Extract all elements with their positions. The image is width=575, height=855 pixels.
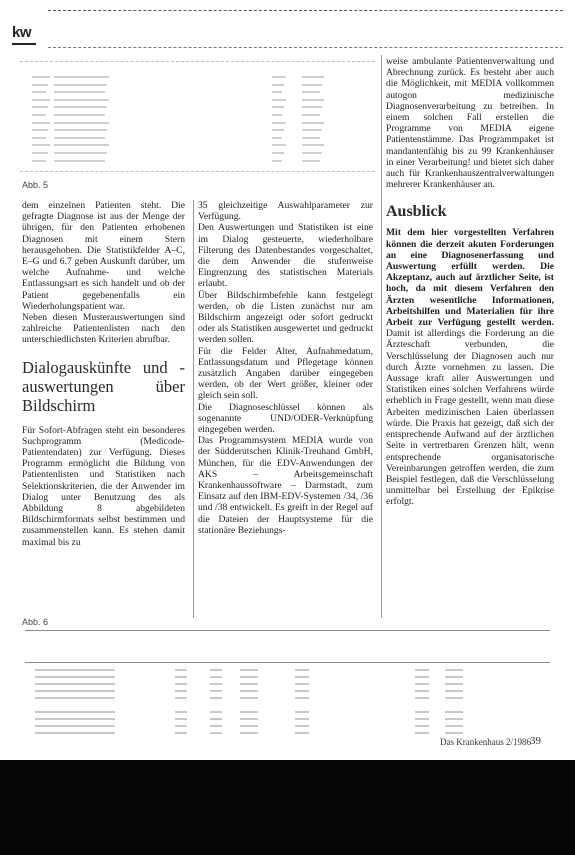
table-row [25,710,550,716]
paragraph: Für die Felder Alter, Aufnahmedatum, Entlassungsdatum und Pflegetage können zusätzlich Angaben darüber eingegeben werden, ob der Wert größer, kleiner oder gleich sein soll. [198,345,373,402]
printout-cell [272,91,282,93]
table-cell [415,683,429,685]
table-cell [445,683,463,685]
printout-cell [32,99,50,101]
table-cell [240,669,258,671]
logo-underline [12,43,36,45]
printout-cell [54,114,105,116]
table-cell [210,690,222,692]
printout-cell [272,84,284,86]
table-cell [240,697,258,699]
paragraph: Neben diesen Musterauswertungen sind zahlreiche Patientenlisten nach den unterschiedlichsten Kriterien abrufbar. [22,312,185,346]
printout-row [20,114,375,122]
printout-row [20,160,375,168]
printout-cell [54,137,105,139]
table-cell [415,718,429,720]
printout-cell [54,106,107,108]
table-cell [295,669,309,671]
table-cell [415,711,429,713]
paragraph: Für Sofort-Abfragen steht ein besonderes Suchprogramm (Medicode-Patientendaten) zur Verfügung. Dieses Programm ermöglicht die Bildung von Patientenlisten und Statistiken nach Selektionskriterien, die der Anwender im Dialog unter Benutzung des als Abbildung 8 abgebildeten Bildschirmformats selbst bestimmen und zusammenstellen kann. Es stehen damit maximal bis zu [22,424,185,548]
text-column-2 [198,200,373,536]
table-cell [240,725,258,727]
printout-cell [302,122,324,124]
table-cell [295,697,309,699]
table-cell [35,697,115,699]
printout-cell [302,84,322,86]
figure-5-printout [20,55,375,175]
column-divider [193,200,194,618]
table-row [25,668,550,674]
table-cell [240,690,258,692]
printout-cell [54,144,109,146]
printout-cell [302,76,324,78]
paragraph: Über Bildschirmbefehle kann festgelegt werden, ob die Listen zunächst nur am Bildschirm angezeigt oder sofort gedruckt oder als Statistiken ausgewertet und gedruckt werden sollen. [198,289,373,346]
table-cell [240,683,258,685]
table-cell [240,718,258,720]
printout-cell [54,160,105,162]
table-cell [35,669,115,671]
printout-row [20,106,375,114]
printout-cell [302,99,324,101]
table-cell [445,732,463,734]
table-cell [175,725,187,727]
table-cell [210,676,222,678]
table-row [25,675,550,681]
printout-cell [32,84,48,86]
table-row [25,717,550,723]
table-cell [295,690,309,692]
printout-cell [272,106,284,108]
printout-cell [54,99,109,101]
printout-cell [272,76,286,78]
printout-cell [272,152,284,154]
printout-row [20,137,375,145]
section-heading: Dialogauskünfte und -auswertungen über Bildschirm [22,357,185,415]
printout-cell [272,122,286,124]
table-cell [35,690,115,692]
table-cell [35,732,115,734]
journal-logo: kw [12,24,32,41]
printout-cell [32,129,48,131]
printout-cell [32,122,50,124]
printout-cell [32,114,46,116]
table-cell [35,725,115,727]
printout-cell [302,91,320,93]
bold-text: Mit dem hier vorgestellten Verfahren können die derzeit akuten Forderungen an eine Diagnosenerfassung und Auswertung erfüllt werden. Die Akzeptanz, auch auf ärztlicher Seite, ist hoch, da mit diesem Verfahren den Ärzten wesentliche Informationen, Arbeitshilfen und Materialien für ihre Arbeit zur Verfügung gestellt werden. [386,227,554,329]
table-cell [445,697,463,699]
printout-cell [302,114,320,116]
header-rule-bottom [48,47,563,48]
printout-cell [272,137,282,139]
table-cell [445,690,463,692]
printout-cell [302,129,322,131]
printout-cell [54,122,109,124]
table-cell [175,690,187,692]
printout-cell [32,144,50,146]
paragraph: Das Programmsystem MEDIA wurde von der Südderutschen Klinik-Treuhand GmbH, München, für die EDV-Anwendungen der AKS – Arbeitsgemeinschaft Krankenhaussoftware – Darmstadt, zum Einsatz auf den IBM-EDV-Systemen /34, /36 und /38 entwickelt. Es greift in der Regel auf die Dateien der Hauptsysteme für die stationäre Beziehungs- [198,435,373,536]
table-cell [445,711,463,713]
table-row [25,724,550,730]
table-cell [175,697,187,699]
table-row [25,696,550,702]
table-cell [210,718,222,720]
printout-cell [272,99,286,101]
printout-cell [272,144,286,146]
table-cell [240,676,258,678]
table-cell [35,718,115,720]
printout-cell [302,144,324,146]
figure-5-label: Abb. 5 [22,180,49,190]
paragraph: Die Diagnoseschlüssel können als sogenannte UND/ODER-Verknüpfung eingegeben werden. [198,401,373,436]
table-cell [295,676,309,678]
table-cell [415,732,429,734]
table-cell [210,732,222,734]
printout-cell [54,152,107,154]
table-cell [445,718,463,720]
printout-cell [54,84,107,86]
table-cell [35,676,115,678]
table-cell [415,697,429,699]
section-heading: Ausblick [386,203,447,221]
table-cell [445,676,463,678]
table-cell [210,683,222,685]
table-cell [35,683,115,685]
printout-cell [302,106,322,108]
printout-cell [32,160,46,162]
table-cell [295,725,309,727]
footer-source: Das Krankenhaus 2/1986 [440,737,531,747]
printout-row [20,91,375,99]
printout-cell [32,76,50,78]
table-cell [175,718,187,720]
printout-cell [32,106,48,108]
printout-cell [54,129,107,131]
table-cell [295,711,309,713]
body-text: Damit ist allerdings die Forderung an die Ärzteschaft verbunden, die Verschlüsselung der Diagnosen auch nur durch Ärzte vornehmen zu lassen. Die Aussage kraft aller Auswertungen und Statistiken eines solchen Verfahrens würde erheblich in Frage gestellt, wenn man diese Arbeiten medizinischen Laien überlassen würde. Die Praxis hat gezeigt, daß sich der entsprechende Aufwand auf der ärztlichen Seite in vertretbaren Grenzen hält, wenn entsprechende organisatorische Vereinbarungen getroffen werden, die zum Beispiel festlegen, daß die Verschlüsselung unmittelbar bei Erstellung der Epikrise erfolgt. [386,328,554,508]
table-cell [295,718,309,720]
table-cell [240,711,258,713]
printout-row [20,152,375,160]
printout-row [20,84,375,92]
printout-cell [302,137,320,139]
printout-row [20,122,375,130]
table-cell [210,725,222,727]
printout-row [20,76,375,84]
printout-cell [302,152,322,154]
printout-cell [272,129,284,131]
paragraph: dem einzelnen Patienten steht. Die gefragte Diagnose ist aus der Menge der übrigen, für den Patienten erhobenen Diagnosen mit einem Stern herausgehoben. Die Statistikfelder A–C, E–G und 6.7 geben Auskunft darüber, um welche Aufnahme- und welche Entlassungsart es sich handelt und ob der Patient gegebenenfalls ein Wiederholungspatient war. [22,200,185,312]
printout-row [20,129,375,137]
table-cell [210,697,222,699]
page-number: 39 [530,735,541,747]
printout-cell [272,160,282,162]
table-cell [175,676,187,678]
figure-6-table [25,628,550,736]
table-cell [415,690,429,692]
table-cell [295,683,309,685]
table-cell [210,711,222,713]
black-bottom-band [0,760,575,855]
printout-cell [54,91,105,93]
table-cell [175,711,187,713]
table-cell [295,732,309,734]
printout-row [20,99,375,107]
printout-rows [20,76,375,167]
printout-rule [20,61,375,62]
paragraph [386,227,554,507]
figure-6-label: Abb. 6 [22,617,49,627]
table-cell [415,676,429,678]
printout-cell [302,160,320,162]
table-cell [175,683,187,685]
table-cell [445,725,463,727]
paragraph: weise ambulante Patientenverwaltung und Abrechnung zurück. Es besteht aber auch die Möglichkeit, mit MEDIA vollkommen autogon medizinische Diagnosenverarbeitung zu betreiben. In einem solchen Fall erstellen die Programme von MEDIA eigene Patientenstämme. Das Programmpaket ist mandantenfähig bis zu 99 Krankenhäuser in einer Verarbeitung! und bietet sich daher auch für Krankenhauszentralverwaltungen mehrerer Krankenhäuser an. [386,56,554,191]
text-column-1 [22,200,185,548]
table-cell [210,669,222,671]
paragraph: 35 gleichzeitige Auswahlparameter zur Verfügung. [198,200,373,223]
printout-cell [32,152,48,154]
table-rule [25,630,550,631]
table-cell [445,669,463,671]
table-cell [415,669,429,671]
table-cell [175,669,187,671]
column-divider [381,55,382,618]
table-row [25,689,550,695]
text-column-3 [386,56,554,508]
paragraph: Den Auswertungen und Statistiken ist eine im Dialog gesteuerte, wiederholbare Filterung des Datenbestandes vorgeschaltet, die dem Anwender die stufenweise Eingrenzung des statistischen Materials erlaubt. [198,222,373,290]
printout-cell [32,91,46,93]
table-row [25,682,550,688]
printout-cell [54,76,109,78]
printout-rule [20,171,375,172]
printout-cell [32,137,46,139]
table-rule [25,662,550,663]
table-cell [415,725,429,727]
table-cell [240,732,258,734]
printout-cell [272,114,282,116]
table-cell [175,732,187,734]
printout-row [20,144,375,152]
table-cell [35,711,115,713]
header-rule-top [48,10,563,11]
